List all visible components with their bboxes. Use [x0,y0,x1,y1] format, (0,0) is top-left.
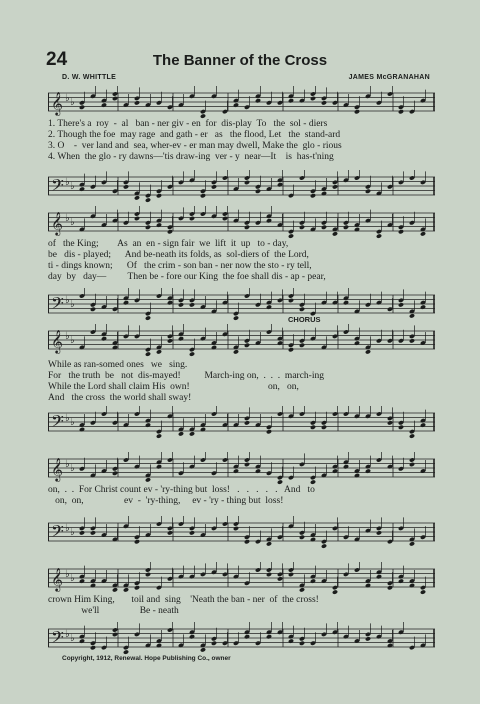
staff-lines [48,86,435,120]
bass-staff [48,170,435,199]
bass-staff [48,288,435,317]
lyric-line: of the King; As an en - sign fair we lift it up to - day, [48,239,289,249]
staff-lines [48,452,435,486]
flat-icon: ♭ [70,217,75,228]
lyrics-block [48,485,435,507]
lyric-line: While as ran-somed ones we sing. [48,360,188,370]
bass-clef-icon: 𝄢 [51,411,64,435]
lyric-line: 1. There's a roy - al ban - ner giv - en for dis-play To the sol - diers [48,119,328,129]
flat-icon: ♭ [65,93,70,104]
composer-credit: JAMES McGRANAHAN [348,74,430,81]
lyric-line: ti - dings known; Of the crim - son ban - ner now the sto - ry tell, [48,261,312,271]
lyrics-block [48,239,435,283]
staff-lines [48,622,435,656]
bass-clef-icon: 𝄢 [51,521,64,545]
lyrics-block [48,119,435,163]
lyric-line: And the cross the world shall sway! [48,393,192,403]
lyric-line: 3. O - ver land and sea, wher-ev - er man may dwell, Make the glo - rious [48,141,342,151]
treble-staff [48,452,435,481]
treble-staff [48,562,435,591]
flat-icon: ♭ [65,629,70,640]
bass-clef-icon: 𝄢 [51,293,64,317]
lyrics-block [48,360,435,404]
treble-staff [48,86,435,115]
lyricist-credit: D. W. WHITTLE [62,74,117,81]
chorus-label: CHORUS [288,315,321,324]
flat-icon: ♭ [70,527,75,538]
staff-lines [48,516,435,550]
treble-clef-icon: 𝄞 [51,211,63,235]
bass-staff [48,622,435,651]
lyric-line: crown Him King, toil and sing 'Neath the ban - ner of the cross! [48,595,319,605]
treble-clef-icon: 𝄞 [51,567,63,591]
hymn-number: 24 [46,49,68,70]
lyric-line: we'll Be - neath [48,606,179,616]
flat-icon: ♭ [65,213,70,224]
flat-icon: ♭ [70,97,75,108]
staff-lines [48,406,435,440]
treble-clef-icon: 𝄞 [51,329,63,353]
flat-icon: ♭ [65,413,70,424]
lyric-line: day by day— Then be - fore our King the foe shall dis - ap - pear, [48,272,326,282]
flat-icon: ♭ [70,463,75,474]
staff-lines [48,206,435,240]
staff-lines [48,170,435,204]
flat-icon: ♭ [70,417,75,428]
flat-icon: ♭ [70,299,75,310]
bass-staff [48,516,435,545]
flat-icon: ♭ [65,295,70,306]
lyric-line: on, on, ev - 'ry-thing, ev - 'ry - thing but loss! [48,496,284,506]
treble-clef-icon: 𝄞 [51,91,63,115]
flat-icon: ♭ [65,177,70,188]
lyric-line: be dis - played; And be-neath its folds, as sol-diers of the Lord, [48,250,309,260]
copyright-notice: Copyright, 1912, Renewal. Hope Publishing Co., owner [62,655,231,662]
lyric-line: 4. When the glo - ry dawns—'tis draw-ing ver - y near—It is has-t'ning [48,152,334,162]
bass-clef-icon: 𝄢 [51,627,64,651]
lyric-line: While the Lord shall claim His own! on, on, [48,382,299,392]
bass-clef-icon: 𝄢 [51,175,64,199]
treble-staff [48,324,435,353]
flat-icon: ♭ [65,459,70,470]
staff-lines [48,562,435,596]
flat-icon: ♭ [70,633,75,644]
lyrics-block [48,595,435,617]
lyric-line: 2. Though the foe may rage and gath - er as the flood, Let the stand-ard [48,130,341,140]
flat-icon: ♭ [70,335,75,346]
lyric-line: For the truth be not dis-mayed! March-ing on, . . . march-ing [48,371,324,381]
flat-icon: ♭ [65,331,70,342]
lyric-line: on, . . For Christ count ev - 'ry-thing but loss! . . . . . And to [48,485,315,495]
flat-icon: ♭ [70,181,75,192]
treble-clef-icon: 𝄞 [51,457,63,481]
flat-icon: ♭ [70,573,75,584]
flat-icon: ♭ [65,569,70,580]
bass-staff [48,406,435,435]
staff-lines [48,288,435,322]
flat-icon: ♭ [65,523,70,534]
staff-lines [48,324,435,358]
hymn-title: The Banner of the Cross [152,52,328,69]
treble-staff [48,206,435,235]
